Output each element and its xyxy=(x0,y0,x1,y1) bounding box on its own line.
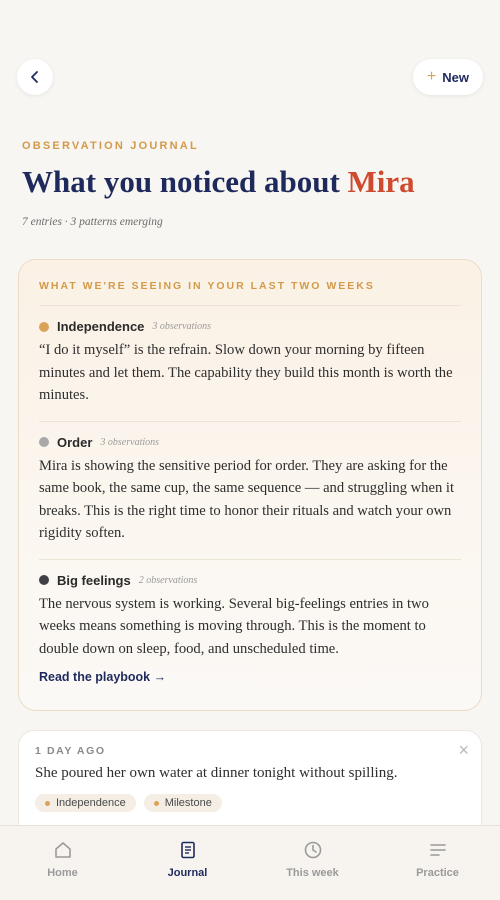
read-playbook-link[interactable]: Read the playbook → xyxy=(39,670,167,684)
tab-label: This week xyxy=(286,867,339,879)
plus-icon: + xyxy=(426,68,437,85)
entry-tags xyxy=(35,794,465,812)
tag-independence[interactable] xyxy=(35,794,136,812)
clock-icon xyxy=(303,840,323,860)
journal-icon xyxy=(178,840,198,860)
pattern-big-feelings xyxy=(39,560,461,701)
tab-label: Practice xyxy=(416,867,459,879)
entry-timestamp: 1 DAY AGO xyxy=(35,745,106,757)
journal-meta: 7 entries · 3 patterns emerging xyxy=(22,216,163,228)
chevron-left-icon xyxy=(28,70,42,84)
insights-card xyxy=(18,259,482,711)
tag-milestone[interactable] xyxy=(144,794,222,812)
home-icon xyxy=(53,840,73,860)
section-eyebrow: OBSERVATION JOURNAL xyxy=(22,140,199,152)
pattern-name: Big feelings xyxy=(57,572,131,588)
pattern-dot xyxy=(39,437,49,447)
pattern-name: Order xyxy=(57,434,93,450)
tag-dot xyxy=(45,801,50,806)
menu-lines-icon xyxy=(428,840,448,860)
tab-this-week[interactable] xyxy=(250,826,375,900)
tab-practice[interactable] xyxy=(375,826,500,900)
journal-entry-card[interactable] xyxy=(18,730,482,840)
tab-home[interactable] xyxy=(0,826,125,900)
pattern-text: Mira is showing the sensitive period for order. They are asking for the same book, the same cup, the same sequence — and struggling when it breaks. This is the right time to honor their rituals and watch your own rigidity soften. xyxy=(39,457,455,541)
pattern-name: Independence xyxy=(57,319,145,334)
tab-journal[interactable] xyxy=(125,826,250,900)
pattern-independence xyxy=(39,306,461,422)
close-icon[interactable]: × xyxy=(458,740,469,760)
pattern-dot xyxy=(39,575,49,585)
insights-heading: WHAT WE'RE SEEING IN YOUR LAST TWO WEEKS xyxy=(39,280,461,306)
tab-label: Home xyxy=(47,867,78,879)
tag-label: Independence xyxy=(56,797,126,809)
tag-label: Milestone xyxy=(164,797,212,809)
pattern-text: “I do it myself” is the refrain. Slow down your morning by fifteen minutes and let them. The capability they build this month is worth the minutes. xyxy=(39,342,453,403)
bottom-tab-bar xyxy=(0,825,500,900)
pattern-count: 3 observations xyxy=(100,436,160,448)
pattern-order xyxy=(39,422,461,560)
new-entry-label: New xyxy=(442,69,469,85)
entry-text: She poured her own water at dinner tonight without spilling. xyxy=(35,765,398,781)
top-bar xyxy=(17,59,483,95)
new-entry-button[interactable] xyxy=(413,59,483,95)
back-button[interactable] xyxy=(17,59,53,95)
page-title xyxy=(22,164,415,200)
pattern-dot xyxy=(39,322,49,332)
pattern-count: 2 observations xyxy=(138,574,198,586)
pattern-text: The nervous system is working. Several big-feelings entries in two weeks means something is moving through. This is the moment to double down on sleep, food, and unscheduled time. xyxy=(39,595,429,657)
page-title-prefix: What you noticed about xyxy=(22,164,348,199)
child-name: Mira xyxy=(347,164,415,199)
tag-dot xyxy=(154,801,159,806)
pattern-count: 3 observations xyxy=(152,321,212,332)
tab-label: Journal xyxy=(167,867,208,879)
